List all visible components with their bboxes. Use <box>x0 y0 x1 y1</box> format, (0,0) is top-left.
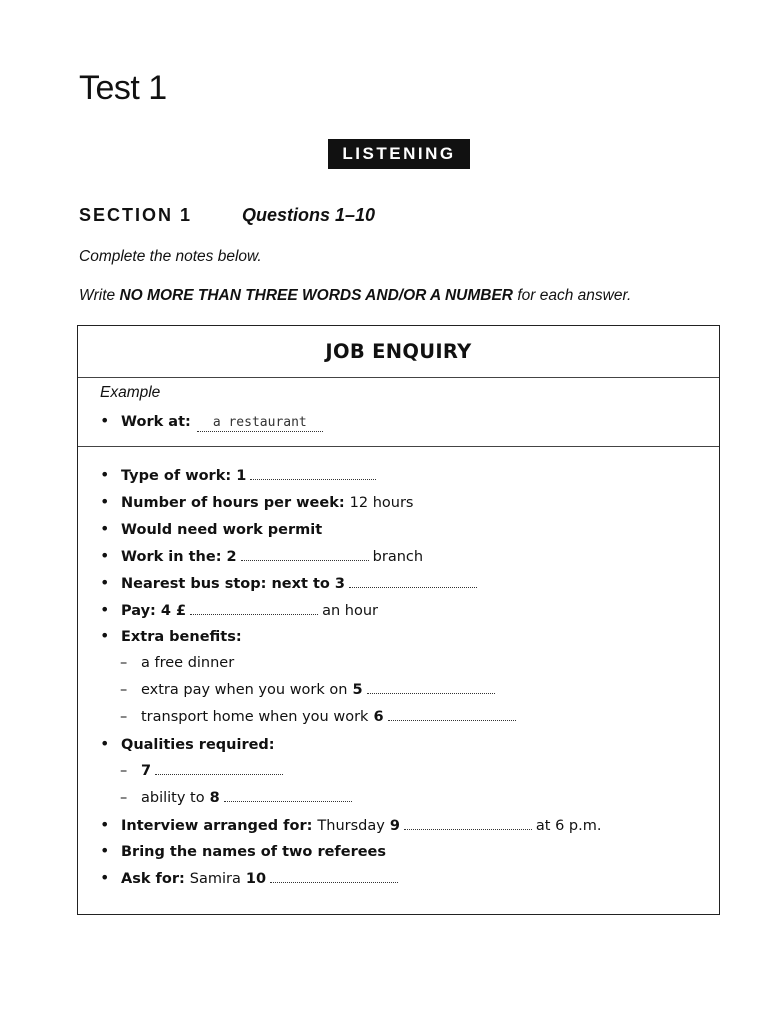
note-label: Work in the: 2 <box>121 549 237 565</box>
example-row <box>100 411 323 431</box>
example-area <box>78 377 719 447</box>
question-number: 10 <box>245 871 267 887</box>
note-label: Pay: 4 £ <box>121 603 187 619</box>
note-pay <box>100 600 378 620</box>
notes-box <box>77 325 720 915</box>
question-number: 5 <box>352 682 363 698</box>
note-label: Would need work permit <box>121 522 323 538</box>
note-work-in <box>100 546 423 566</box>
note-ask-for <box>100 868 402 888</box>
note-value: Thursday <box>317 818 385 834</box>
bullet-icon: • <box>100 815 110 834</box>
answer-blank-2[interactable] <box>241 548 369 561</box>
quality-7 <box>120 761 287 781</box>
instruction-word-limit-post: for each answer. <box>517 287 632 304</box>
note-label: Extra benefits: <box>121 629 242 645</box>
note-label: Interview arranged for: <box>121 818 313 834</box>
dash-icon: – <box>120 790 128 806</box>
note-label: Ask for: <box>121 871 185 887</box>
page-title: Test 1 <box>79 69 167 107</box>
note-label: Bring the names of two referees <box>121 844 387 860</box>
notes-title: JOB ENQUIRY <box>78 326 719 378</box>
note-label: Nearest bus stop: next to 3 <box>121 576 345 592</box>
answer-blank-6[interactable] <box>388 708 516 721</box>
benefit-transport-home <box>120 707 520 727</box>
answer-blank-1[interactable] <box>250 467 376 480</box>
dash-icon: – <box>120 763 128 779</box>
sub-text: extra pay when you work on <box>141 682 348 698</box>
bullet-icon: • <box>100 492 110 511</box>
section-heading <box>79 205 375 233</box>
answer-blank-10[interactable] <box>270 870 398 883</box>
section-label: SECTION 1 <box>79 205 193 225</box>
benefit-free-dinner <box>120 653 234 673</box>
note-hours <box>100 492 413 512</box>
bullet-icon: • <box>100 734 110 753</box>
answer-blank-3[interactable] <box>349 575 477 588</box>
example-label: Example <box>100 384 161 401</box>
instruction-word-limit-pre: Write <box>79 287 116 304</box>
bullet-icon: • <box>100 465 110 484</box>
note-value: Samira <box>189 871 241 887</box>
bullet-icon: • <box>100 411 110 430</box>
note-after: at 6 p.m. <box>535 818 602 834</box>
bullet-icon: • <box>100 600 110 619</box>
example-field-label: Work at: <box>121 414 191 430</box>
question-number: 9 <box>389 818 400 834</box>
instruction-word-limit-bold: NO MORE THAN THREE WORDS AND/OR A NUMBER <box>119 287 514 304</box>
note-after: an hour <box>322 603 379 619</box>
note-extra-benefits <box>100 626 242 646</box>
note-work-permit <box>100 519 322 539</box>
bullet-icon: • <box>100 626 110 645</box>
note-interview <box>100 815 601 835</box>
question-number: 7 <box>141 763 152 779</box>
note-referees <box>100 841 386 861</box>
example-answer: a restaurant <box>197 415 323 432</box>
answer-blank-4[interactable] <box>190 602 318 615</box>
note-qualities <box>100 734 275 754</box>
benefit-extra-pay <box>120 680 499 700</box>
dash-icon: – <box>120 709 128 725</box>
bullet-icon: • <box>100 519 110 538</box>
questions-range: Questions 1–10 <box>242 205 376 225</box>
instruction-complete-notes: Complete the notes below. <box>79 248 262 265</box>
bullet-icon: • <box>100 841 110 860</box>
dash-icon: – <box>120 682 128 698</box>
sub-text: transport home when you work <box>141 709 369 725</box>
note-type-of-work <box>100 465 380 485</box>
answer-blank-8[interactable] <box>224 789 352 802</box>
sub-text: a free dinner <box>141 655 235 671</box>
dash-icon: – <box>120 655 128 671</box>
answer-blank-9[interactable] <box>404 817 532 830</box>
quality-ability <box>120 788 356 808</box>
bullet-icon: • <box>100 573 110 592</box>
note-value: 12 hours <box>349 495 414 511</box>
instruction-word-limit <box>79 287 631 305</box>
note-label: Type of work: 1 <box>121 468 247 484</box>
question-number: 6 <box>373 709 384 725</box>
listening-banner: LISTENING <box>328 139 470 169</box>
answer-blank-7[interactable] <box>155 762 283 775</box>
question-number: 8 <box>209 790 220 806</box>
note-label: Number of hours per week: <box>121 495 345 511</box>
sub-text: ability to <box>141 790 205 806</box>
note-label: Qualities required: <box>121 737 275 753</box>
bullet-icon: • <box>100 546 110 565</box>
note-bus-stop <box>100 573 481 593</box>
note-after: branch <box>372 549 424 565</box>
bullet-icon: • <box>100 868 110 887</box>
answer-blank-5[interactable] <box>367 681 495 694</box>
